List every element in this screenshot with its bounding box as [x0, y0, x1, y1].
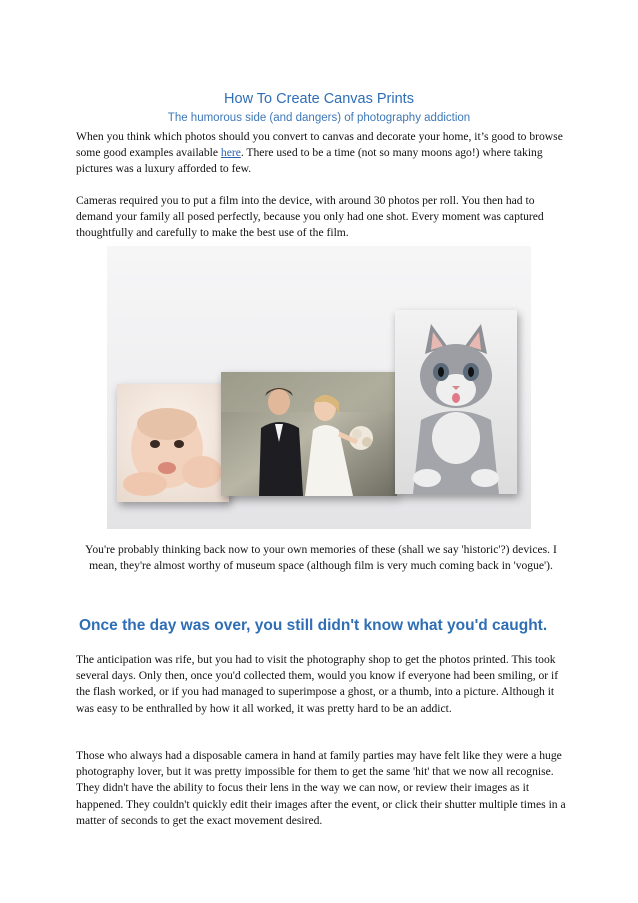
section-heading: Once the day was over, you still didn't know what you'd caught.	[79, 617, 548, 634]
wedding-couple-canvas	[221, 372, 397, 496]
photo-caption: You're probably thinking back now to your own memories of these (shall we say 'historic'?) devices. I mean, they're almost worthy of museum space (although film is very much coming back in 'vogue').	[85, 543, 557, 573]
intro-text-end: . There used to be a time (not so many moons ago!) where taking pictures was a luxury afforded to few.	[76, 146, 543, 176]
kitten-canvas	[395, 310, 517, 494]
document-subtitle: The humorous side (and dangers) of photography addiction	[167, 112, 471, 124]
anticipation-paragraph: The anticipation was rife, but you had to visit the photography shop to get the photos printed. This took several days. Only then, once you'd collected them, would you know if everyone had been smiling, or if the flash worked, or if you had managed to superimpose a ghost, or a thumb, into a picture. Although it was easy to be enthralled by how it all worked, it was pretty hard to be an addict.	[76, 653, 559, 715]
document-title: How To Create Canvas Prints	[224, 91, 414, 107]
cameras-paragraph: Cameras required you to put a film into the device, with around 30 photos per roll. You then had to demand your family all posed perfectly, because you only had one shot. Every moment was captured thoughtfully and carefully to make the best use of the film.	[76, 194, 544, 240]
disposable-camera-paragraph: Those who always had a disposable camera in hand at family parties may have felt like they were a huge photography lover, but it was pretty impossible for them to get the same 'hit' that we now all recognise. They didn't have the ability to focus their lens in the way we can now, or review their images as it happened. They couldn't quickly edit their images after the event, or click their shutter multiple times in a matter of seconds to get the exact movement desired.	[76, 749, 566, 827]
examples-link[interactable]: here	[220, 146, 241, 160]
intro-paragraph	[76, 129, 566, 178]
baby-canvas	[117, 384, 229, 502]
intro-text-start: When you think which photos should you convert to canvas and decorate your home, it’s good to browse some good examples available	[76, 130, 563, 160]
canvas-prints-photo	[107, 246, 531, 529]
